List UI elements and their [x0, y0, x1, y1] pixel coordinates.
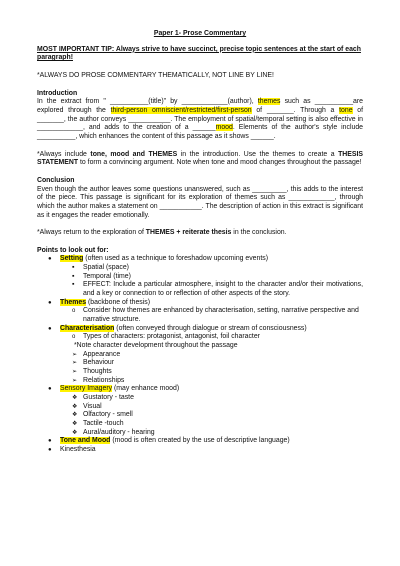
list-item: ❖ Aural/auditory - hearing — [72, 429, 363, 438]
list-item: ▪ Temporal (time) — [72, 273, 363, 282]
page-title: Paper 1- Prose Commentary — [153, 30, 247, 37]
tone-and-mood-desc: (mood is often created by the use of descriptive language) — [110, 437, 290, 445]
intro-note-text-3: to form a convincing argument. Note when tone and mood changes throughout the passage! — [78, 159, 362, 167]
conclusion-note-text-2: in the conclusion. — [231, 229, 287, 237]
intro-note-bold-2: THESIS STATEMENT — [37, 150, 363, 167]
list-item: ❖ Gustatory - taste — [72, 394, 363, 403]
highlight-point-of-view: third-person omniscient/restricted/first-person — [110, 106, 252, 114]
conclusion-note — [37, 229, 363, 238]
important-tip: MOST IMPORTANT TIP: Always strive to have succinct, precise topic sentences at the start of each paragraph! — [37, 45, 361, 62]
list-item: ➢ Relationships — [72, 377, 363, 386]
list-item: ➢ Appearance — [72, 351, 363, 360]
themes-label: Themes — [60, 298, 87, 306]
characterisation-aspects — [72, 351, 363, 386]
introduction-note — [37, 151, 363, 168]
intro-text-1: In the extract from " __________(title)" by ____________(author), — [37, 98, 258, 106]
sensory-imagery-desc: (may enhance mood) — [112, 385, 180, 393]
themes-desc: (backbone of thesis) — [86, 298, 151, 306]
intro-text-2: such as __________are explored through the — [37, 98, 364, 114]
list-item: ▪ EFFECT: Include a particular atmosphere, insight to the character and/or their motivations, and a key or connection to or reflection of other aspects of the story. — [72, 281, 363, 298]
intro-note-bold-1: tone, mood and THEMES — [90, 150, 178, 158]
tone-and-mood-label: Tone and Mood — [60, 437, 111, 445]
themes-sublist — [72, 307, 363, 324]
characterisation-sublist — [72, 333, 363, 342]
characterisation-label: Characterisation — [60, 324, 115, 332]
intro-note-text-1: *Always include — [37, 150, 91, 158]
sensory-imagery-label: Sensory Imagery — [60, 385, 113, 393]
list-item — [37, 385, 363, 437]
conclusion-heading: Conclusion — [37, 176, 75, 184]
list-item: ❖ Visual — [72, 403, 363, 412]
list-item: ❖ Tactile -touch — [72, 420, 363, 429]
intro-text-5: . Elements of the author's style include __________, which enhances the content of this passage as it shows ______. — [37, 124, 363, 140]
conclusion-note-bold: THEMES + reiterate thesis — [145, 229, 232, 237]
character-development-note: *Note character development throughout the passage — [74, 342, 238, 350]
points-heading: Points to look out for: — [37, 246, 109, 254]
setting-label: Setting — [60, 255, 84, 263]
list-item: ▪ Spatial (space) — [72, 264, 363, 273]
intro-note-text-2: in the introduction. Use the themes to create a — [177, 150, 339, 158]
intro-text-3: of _______. Through a — [251, 106, 340, 114]
setting-desc: (often used as a technique to foreshadow upcoming events) — [83, 255, 268, 263]
introduction-heading: Introduction — [37, 89, 78, 97]
list-item — [37, 437, 363, 446]
list-item: ● Kinesthesia — [37, 446, 363, 455]
list-item: ➢ Behaviour — [72, 359, 363, 368]
points-list — [37, 255, 363, 454]
imagery-sublist — [72, 394, 363, 437]
highlight-themes: themes — [257, 98, 281, 106]
list-item: o Consider how themes are enhanced by characterisation, setting, narrative perspective and narrative structure. — [72, 307, 363, 324]
setting-sublist — [72, 264, 363, 299]
characterisation-desc: (often conveyed through dialogue or stream of consciousness) — [114, 324, 307, 332]
conclusion-note-text-1: *Always return to the exploration of — [37, 229, 146, 237]
list-item — [37, 299, 363, 325]
list-item — [37, 325, 363, 386]
conclusion-paragraph: Even though the author leaves some questions unanswered, such as _________, this adds to the interest of the piece. This passage is significant for its exploration of themes such as ____________, through which the author makes a statement on ___________. The description of action in this extract is significant as it engages the reader emotionally. — [37, 185, 363, 219]
list-item: ➢ Thoughts — [72, 368, 363, 377]
list-item: ❖ Olfactory - smell — [72, 411, 363, 420]
list-item: o Types of characters: protagonist, antagonist, foil character — [72, 333, 363, 342]
introduction-paragraph — [37, 98, 363, 141]
highlight-mood: mood — [215, 124, 233, 132]
intro-text-4: of _______, the author conveys ___________. The employment of spatial/temporal setting is also effective in ____________, and adds to the creation of a ______ — [37, 106, 364, 132]
list-item — [37, 255, 363, 298]
thematic-note: *ALWAYS DO PROSE COMMENTARY THEMATICALLY, NOT LINE BY LINE! — [37, 71, 274, 79]
highlight-tone: tone — [339, 106, 353, 114]
